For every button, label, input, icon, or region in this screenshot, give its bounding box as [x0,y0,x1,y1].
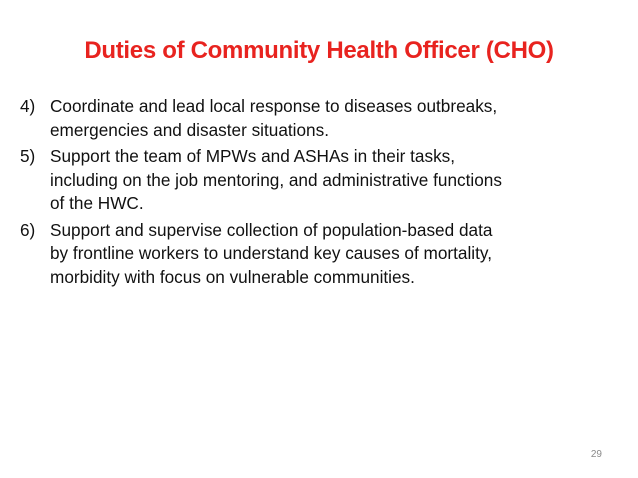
duties-list [20,95,620,292]
item-line: Support and supervise collection of population-based data [50,219,493,240]
list-item [20,145,620,216]
slide-title: Duties of Community Health Officer (CHO) [84,37,554,64]
page-number: 29 [590,449,602,460]
item-text [50,145,620,216]
item-line: Support the team of MPWs and ASHAs in their tasks, [50,146,456,166]
item-text [50,219,620,290]
item-line: emergencies and disaster situations. [50,119,329,140]
item-line: by frontline workers to understand key causes of mortality, [50,243,492,263]
item-line: Coordinate and lead local response to diseases outbreaks, [50,96,498,116]
item-number: 5) [20,146,36,166]
list-item [20,219,620,290]
item-number: 6) [20,219,36,240]
list-item [20,95,620,142]
item-line: morbidity with focus on vulnerable communities. [50,266,415,287]
item-line: of the HWC. [50,193,144,213]
item-number: 4) [20,96,36,116]
item-line: including on the job mentoring, and administrative functions [50,169,502,190]
item-text [50,95,620,142]
